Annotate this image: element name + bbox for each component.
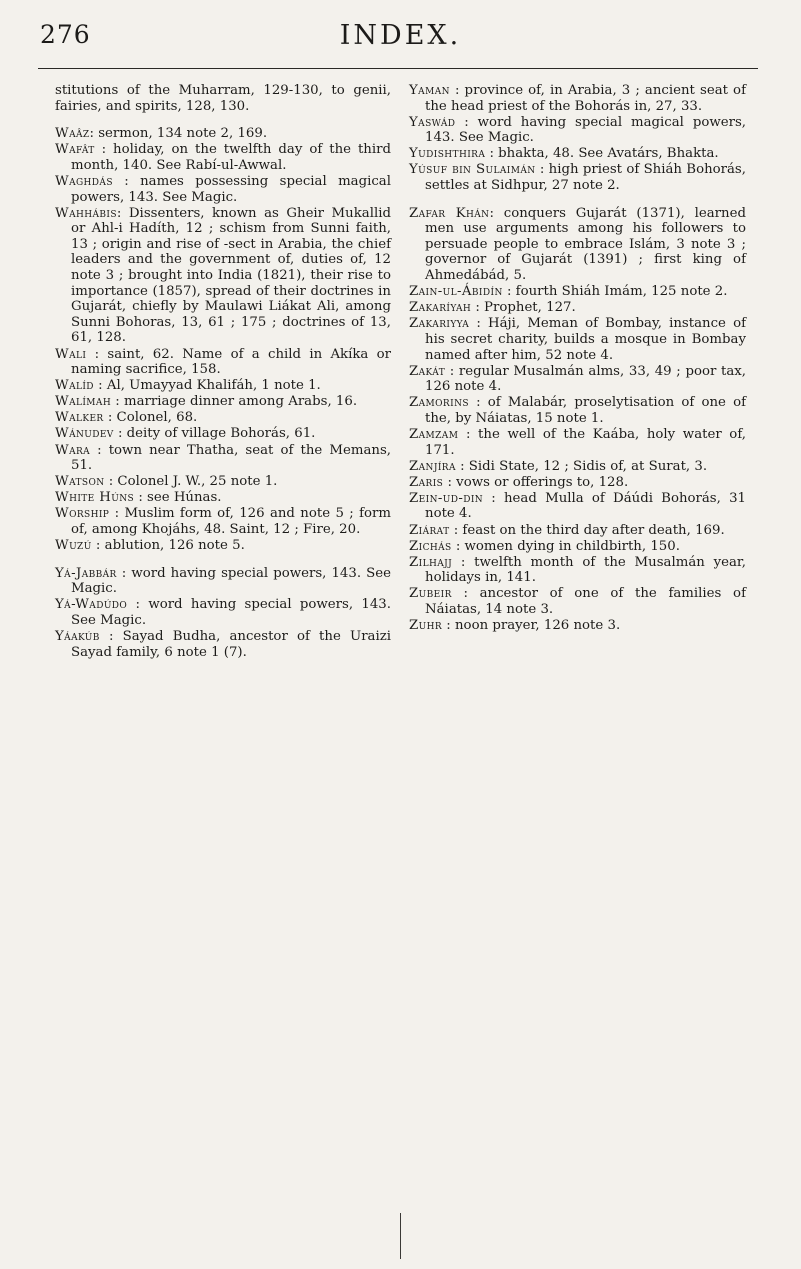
index-entry <box>409 427 746 458</box>
index-entry-text: : feast on the third day after death, 169. <box>449 522 725 538</box>
index-entry-text: : names possessing special magical powers, 143. See Magic. <box>71 173 391 205</box>
index-entry-text: : noon prayer, 126 note 3. <box>442 618 621 634</box>
index-headword: Zamorins <box>409 395 469 411</box>
index-headword: Zaris <box>409 474 444 490</box>
index-entry-text: : Prophet, 127. <box>471 300 576 316</box>
index-entry <box>409 300 746 316</box>
index-entry <box>55 410 391 426</box>
index-entry-text: : Muslim form of, 126 and note 5 ; form of, among Khojáhs, 48. Saint, 12 ; Fire, 20. <box>71 506 391 538</box>
index-headword: Wánudev <box>55 426 114 442</box>
index-headword: Zanjíra <box>409 458 456 474</box>
index-entry <box>55 474 391 490</box>
index-entry <box>409 162 746 193</box>
index-entry <box>55 83 391 114</box>
index-headword: Zakát <box>409 363 446 379</box>
index-entry <box>409 555 746 586</box>
index-entry-text: : of Malabár, proselytisation of one of the, by Náiatas, 15 note 1. <box>425 395 746 426</box>
page-header <box>0 20 801 60</box>
page-number: 276 <box>40 20 91 49</box>
index-entry-text: stitutions of the Muharram, 129-130, to genii, fairies, and spirits, 128, 130. <box>55 83 391 114</box>
index-entry <box>409 523 746 539</box>
index-entry <box>55 206 391 346</box>
index-headword: Zamzam <box>409 426 459 442</box>
index-entry <box>55 506 391 537</box>
index-headword: Zakaríyah <box>409 300 472 316</box>
index-entry-text: : Dissenters, known as Gheir Mukallid or Ahl-i Hadíth, 12 ; schism from Sunni faith, 13 ; origin and rise of -sect in Arabia, the chief leaders and the government of, duties of, 12 note 3 ; brought into India (1821), their rise to importance (1857), spread of their doctrines in Gujarát, chiefly by Maulawi Liákat Ali, among Sunni Bohoras, 13, 61 ; 175 ; doctrines of 13, 61, 128. <box>71 205 391 346</box>
index-entry <box>409 618 746 634</box>
index-entry-text: : regular Musalmán alms, 33, 49 ; poor tax, 126 note 4. <box>425 363 746 395</box>
header-rule <box>38 68 758 69</box>
index-headword: Yudishthira <box>409 146 486 162</box>
index-headword: Walker <box>55 410 104 426</box>
index-column-right <box>409 83 746 634</box>
index-entry <box>409 539 746 555</box>
index-headword: Zilhajj <box>409 554 453 570</box>
index-entry-text: : see Húnas. <box>134 490 222 506</box>
index-headword: Wuzú <box>55 538 92 554</box>
index-entry <box>409 491 746 522</box>
index-entry <box>55 538 391 554</box>
index-entry-text: : high priest of Shiáh Bohorás, settles at Sidhpur, 27 note 2. <box>425 162 746 194</box>
index-headword: Worship <box>55 506 110 522</box>
index-entry-text: : marriage dinner among Arabs, 16. <box>111 394 358 410</box>
index-headword: Yá-Wadúdo <box>55 597 128 613</box>
index-entry <box>409 83 746 114</box>
index-entry-text: : town near Thatha, seat of the Memans, 51. <box>71 442 391 474</box>
index-entry-text: : conquers Gujarát (1371), learned men use arguments among his followers to persuade people to embrace Islám, 3 note 3 ; governor of Gujarát (1391) ; first king of Ahmedábád, 5. <box>425 205 746 284</box>
index-entry-text: : sermon, 134 note 2, 169. <box>89 126 268 142</box>
index-entry-text: : ablution, 126 note 5. <box>91 538 245 554</box>
index-column-left <box>55 83 391 661</box>
index-entry <box>409 395 746 426</box>
index-entry <box>409 316 746 363</box>
index-entry-text: : Sayad Budha, ancestor of the Uraizi Sayad family, 6 note 1 (7). <box>71 629 391 660</box>
running-title: INDEX. <box>339 20 462 51</box>
index-headword: Wali <box>55 346 87 362</box>
index-entry <box>55 142 391 173</box>
index-entry-text: : fourth Shiáh Imám, 125 note 2. <box>502 284 728 300</box>
index-entry-text: : head Mulla of Dáúdi Bohorás, 31 note 4. <box>425 490 746 522</box>
index-entry-text: : Colonel, 68. <box>103 410 198 426</box>
index-entry-text: : word having special powers, 143. See Magic. <box>71 565 391 597</box>
index-headword: Zafar Khán <box>409 205 490 221</box>
index-headword: Waghdás <box>55 173 113 189</box>
index-entry <box>55 490 391 506</box>
index-headword: Ziárat <box>409 522 450 538</box>
index-entry-text: : Háji, Meman of Bombay, instance of his secret charity, builds a mosque in Bombay named after him, 52 note 4. <box>425 316 746 363</box>
index-entry <box>55 378 391 394</box>
index-headword: Zichás <box>409 538 452 554</box>
index-headword: Watson <box>55 474 105 490</box>
index-entry <box>55 394 391 410</box>
index-headword: Walímah <box>55 394 112 410</box>
index-headword: Waâz <box>55 126 90 142</box>
index-entry <box>55 126 391 142</box>
index-entry-text: : deity of village Bohorás, 61. <box>113 426 316 442</box>
index-entry <box>409 206 746 284</box>
index-entry-text: : saint, 62. Name of a child in Akíka or naming sacrifice, 158. <box>71 346 391 378</box>
index-entry <box>55 566 391 597</box>
index-entry <box>55 443 391 474</box>
index-entry-text: : ancestor of one of the families of Náiatas, 14 note 3. <box>425 586 746 617</box>
index-entry-text: : Al, Umayyad Khalifáh, 1 note 1. <box>93 378 321 394</box>
index-entry <box>55 174 391 205</box>
index-entry <box>55 347 391 378</box>
index-entry-text: : vows or offerings to, 128. <box>443 474 629 490</box>
index-entry <box>55 629 391 660</box>
index-entry <box>409 146 746 162</box>
index-entry <box>55 426 391 442</box>
index-headword: Yaswád <box>409 114 456 130</box>
index-headword: Wahhábis <box>55 205 117 221</box>
index-headword: Zakariyya <box>409 316 470 332</box>
index-headword: Yaman <box>409 83 450 98</box>
index-headword: Zain-ul-Ábidín <box>409 284 503 300</box>
index-entry-text: : word having special powers, 143. See Magic. <box>71 597 391 628</box>
index-headword: Zein-ud-din <box>409 490 484 506</box>
index-entry <box>409 475 746 491</box>
index-headword: Yá-Jabbár <box>55 565 117 581</box>
index-headword: Yáakúb <box>55 629 100 645</box>
index-entry <box>409 115 746 146</box>
index-entry <box>409 459 746 475</box>
index-entry-text: : Colonel J. W., 25 note 1. <box>104 474 278 490</box>
index-entry <box>409 586 746 617</box>
index-entry-text: : bhakta, 48. See Avatárs, Bhakta. <box>485 146 719 162</box>
index-headword: Yúsuf bin Sulaimán <box>409 162 536 178</box>
index-entry-text: : Sidi State, 12 ; Sidis of, at Surat, 3. <box>455 458 708 474</box>
index-entry-text: : word having special magical powers, 143. See Magic. <box>425 114 746 146</box>
index-entry-text: : province of, in Arabia, 3 ; ancient seat of the head priest of the Bohorás in, 27, 33. <box>425 83 746 114</box>
index-entry-text: : twelfth month of the Musalmán year, holidays in, 141. <box>425 554 746 586</box>
index-headword: Zubeir <box>409 586 452 602</box>
index-headword: Wara <box>55 442 91 458</box>
index-entry-text: : holiday, on the twelfth day of the third month, 140. See Rabí-ul-Awwal. <box>71 142 391 173</box>
index-headword: Walíd <box>55 378 94 394</box>
index-headword: White Húns <box>55 490 135 506</box>
index-headword: Wafât <box>55 142 95 158</box>
index-entry-text: : women dying in childbirth, 150. <box>451 538 680 554</box>
margin-bar <box>400 1213 401 1259</box>
index-entry-text: : the well of the Kaába, holy water of, 171. <box>425 426 746 458</box>
index-headword: Zuhr <box>409 618 443 634</box>
index-entry <box>55 597 391 628</box>
index-entry <box>409 364 746 395</box>
index-entry <box>409 284 746 300</box>
